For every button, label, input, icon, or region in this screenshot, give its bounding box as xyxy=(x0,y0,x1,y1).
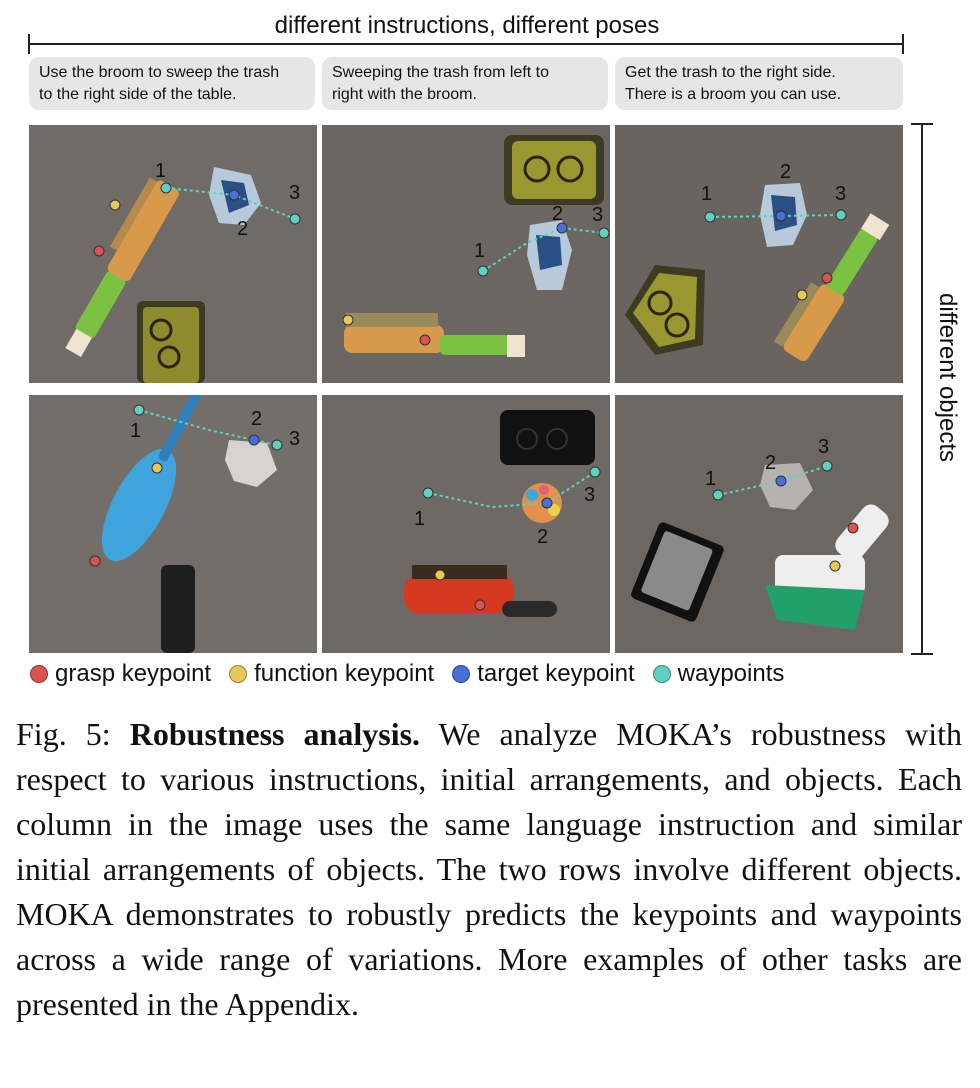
legend-label-grasp: grasp keypoint xyxy=(55,660,212,687)
caption-title: Robustness analysis. xyxy=(129,716,421,752)
instruction-2-line2: right with the broom. xyxy=(332,86,477,103)
instruction-bubble-1 xyxy=(29,57,315,110)
glasses-case-image xyxy=(504,135,604,205)
caption-prefix: Fig. 5: xyxy=(16,716,130,752)
legend xyxy=(30,660,802,688)
waypoint-label-3: 3 xyxy=(592,204,604,226)
waypoint-label-2: 2 xyxy=(251,408,263,430)
legend-item-function xyxy=(229,660,434,688)
scene-panel-row2-col3 xyxy=(615,395,903,653)
waypoint-label-2: 2 xyxy=(552,203,564,225)
instruction-3-line1: Get the trash to the right side. xyxy=(625,64,836,81)
waypoint-label-1: 1 xyxy=(130,420,142,442)
waypoint-label-1: 1 xyxy=(705,468,717,490)
grasp-keypoint xyxy=(94,246,104,256)
instruction-bubble-2 xyxy=(322,57,608,110)
figure-caption xyxy=(16,712,962,1027)
instruction-1-line1: Use the broom to sweep the trash xyxy=(39,64,280,81)
waypoint-label-1: 1 xyxy=(701,183,713,205)
instruction-1-line2: to the right side of the table. xyxy=(39,86,237,103)
scene-panel-row2-col2 xyxy=(322,395,610,653)
scene-panel-row1-col1 xyxy=(29,125,317,383)
waypoint-label-2: 2 xyxy=(237,218,249,240)
scene-panel-row1-col2 xyxy=(322,125,610,383)
figure-side-label: different objects xyxy=(934,293,961,462)
waypoint-label-2: 2 xyxy=(765,452,777,474)
waypoint-1 xyxy=(161,183,171,193)
waypoint-3 xyxy=(290,214,300,224)
glasses-case-image xyxy=(137,301,205,383)
legend-label-target: target keypoint xyxy=(477,660,635,687)
waypoint-label-1: 1 xyxy=(155,160,167,182)
instruction-2-line1: Sweeping the trash from left to xyxy=(332,64,549,81)
function-keypoint xyxy=(110,200,120,210)
waypoint-label-1: 1 xyxy=(414,508,426,530)
waypoint-label-3: 3 xyxy=(584,484,596,506)
scene-panel-row1-col3 xyxy=(615,125,903,383)
waypoint-label-3: 3 xyxy=(289,428,301,450)
instruction-bubble-3 xyxy=(615,57,903,110)
waypoint-label-3: 3 xyxy=(818,436,830,458)
legend-item-grasp xyxy=(30,660,211,688)
waypoint-label-2: 2 xyxy=(537,526,549,548)
right-bracket xyxy=(911,123,933,655)
top-bracket xyxy=(28,30,904,50)
target-keypoint xyxy=(229,190,239,200)
legend-dot-waypoints xyxy=(653,665,671,683)
legend-dot-grasp xyxy=(30,665,48,683)
legend-item-target xyxy=(452,660,634,688)
scene-panel-row2-col1 xyxy=(29,395,317,653)
waypoint-label-3: 3 xyxy=(289,182,301,204)
waypoint-label-2: 2 xyxy=(780,161,792,183)
waypoint-label-1: 1 xyxy=(474,240,486,262)
legend-label-waypoints: waypoints xyxy=(677,660,785,687)
legend-dot-target xyxy=(452,665,470,683)
instruction-3-line2: There is a broom you can use. xyxy=(625,86,842,103)
phone-case-image xyxy=(161,565,195,653)
legend-item-waypoints xyxy=(653,660,785,688)
figure-top-label: different instructions, different poses xyxy=(274,12,660,39)
caption-body: We analyze MOKA’s robustness with respect to various instructions, initial arrangements, and objects. Each column in the image uses the same language instruction and similar initial arrangements of objects. The two rows involve different objects. MOKA demonstrates to robustly predicts the keypoints and waypoints across a wide range of variations. More examples of other tasks are presented in the Appendix. xyxy=(16,716,963,1022)
legend-dot-function xyxy=(229,665,247,683)
legend-label-function: function keypoint xyxy=(254,660,435,687)
waypoint-label-3: 3 xyxy=(835,183,847,205)
glasses-case-image xyxy=(500,410,595,465)
